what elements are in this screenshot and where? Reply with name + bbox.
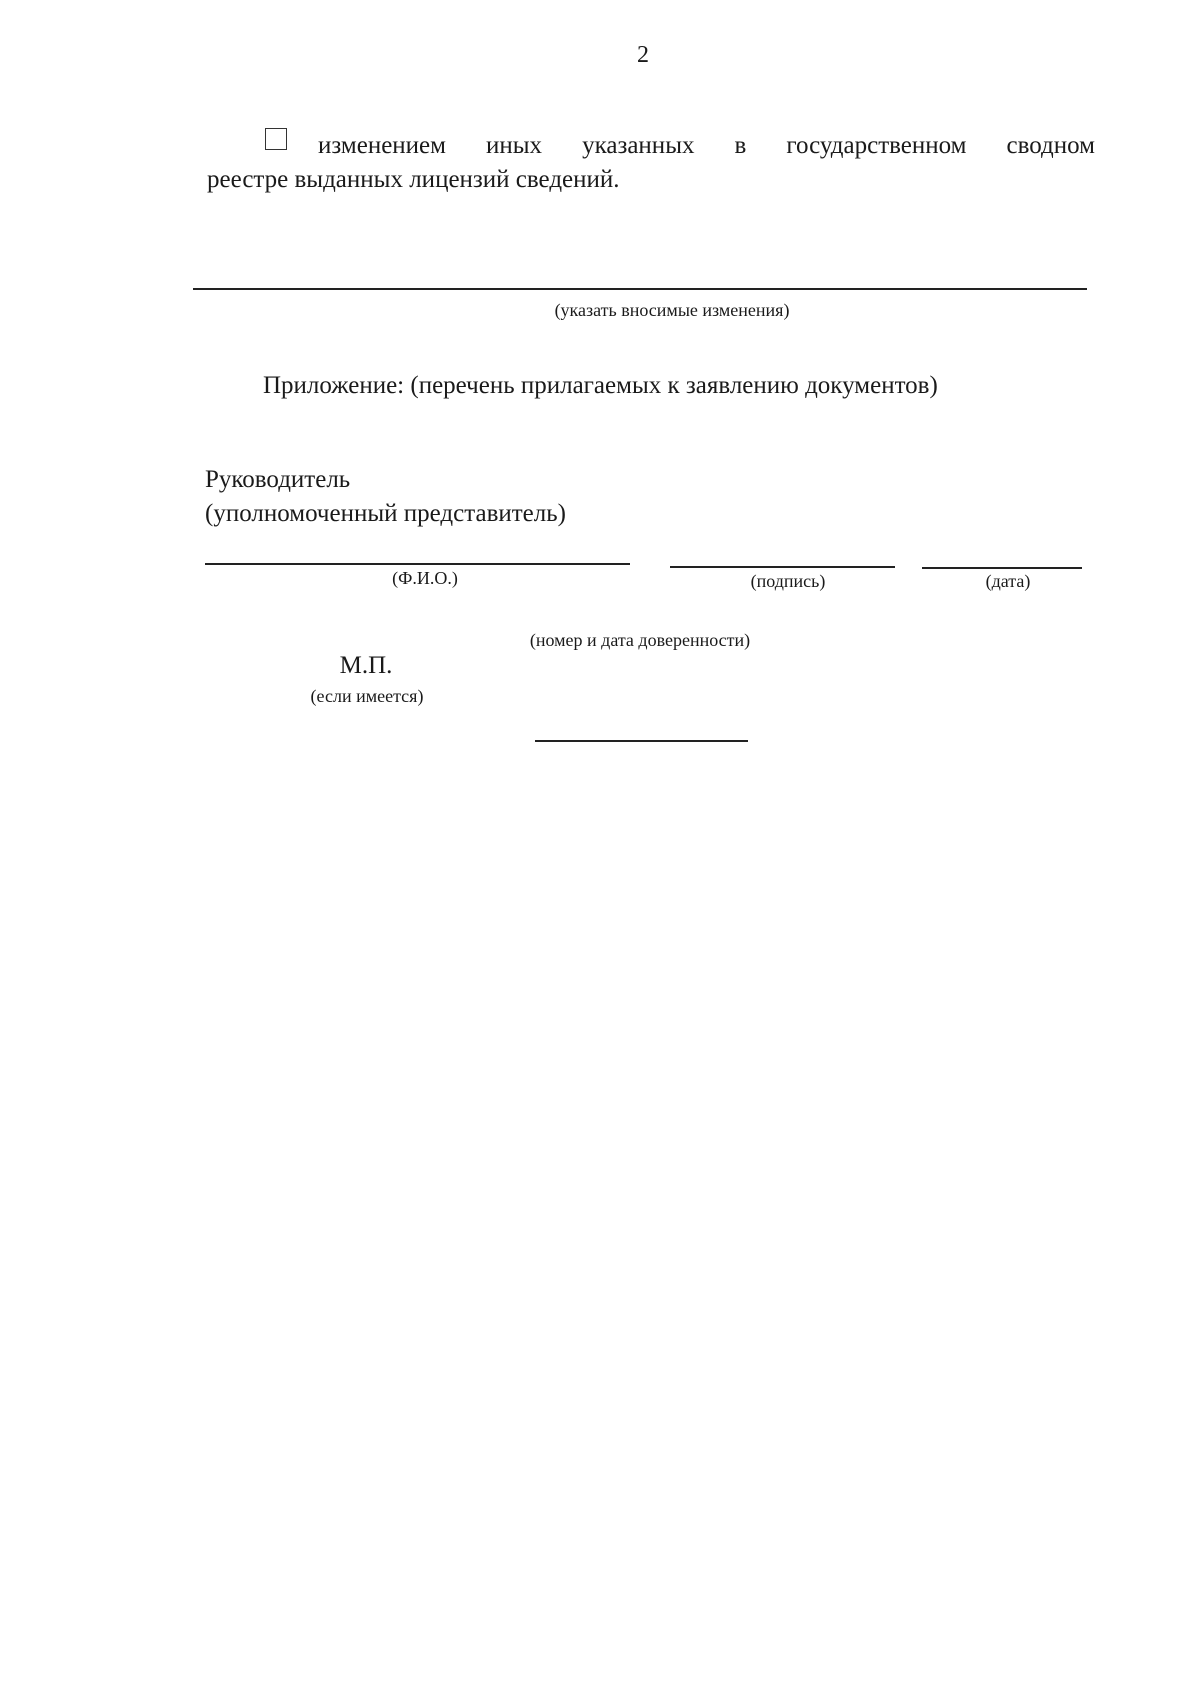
- fio-line[interactable]: [205, 563, 630, 565]
- stamp-label: М.П.: [339, 652, 393, 679]
- signer-title: Руководитель: [205, 466, 351, 493]
- date-caption: (дата): [985, 571, 1031, 591]
- power-of-attorney-caption: (номер и дата доверенности): [529, 630, 751, 650]
- signature-line[interactable]: [670, 566, 895, 568]
- signature-caption: (подпись): [750, 571, 826, 591]
- changes-caption: (указать вносимые изменения): [554, 300, 790, 320]
- attachment-text: Приложение: (перечень прилагаемых к заявлению документов): [263, 372, 938, 399]
- option-text-line2: реестре выданных лицензий сведений.: [207, 166, 620, 193]
- end-separator-line: [535, 740, 748, 742]
- page-number: 2: [637, 42, 649, 68]
- option-text-line1: изменением иных указанных в государственном сводном: [318, 132, 1095, 159]
- fio-caption: (Ф.И.О.): [392, 568, 458, 588]
- changes-input-line[interactable]: [193, 288, 1087, 290]
- option-checkbox[interactable]: [265, 128, 287, 150]
- signer-subtitle: (уполномоченный представитель): [205, 500, 566, 527]
- date-line[interactable]: [922, 567, 1082, 569]
- stamp-note: (если имеется): [310, 686, 424, 706]
